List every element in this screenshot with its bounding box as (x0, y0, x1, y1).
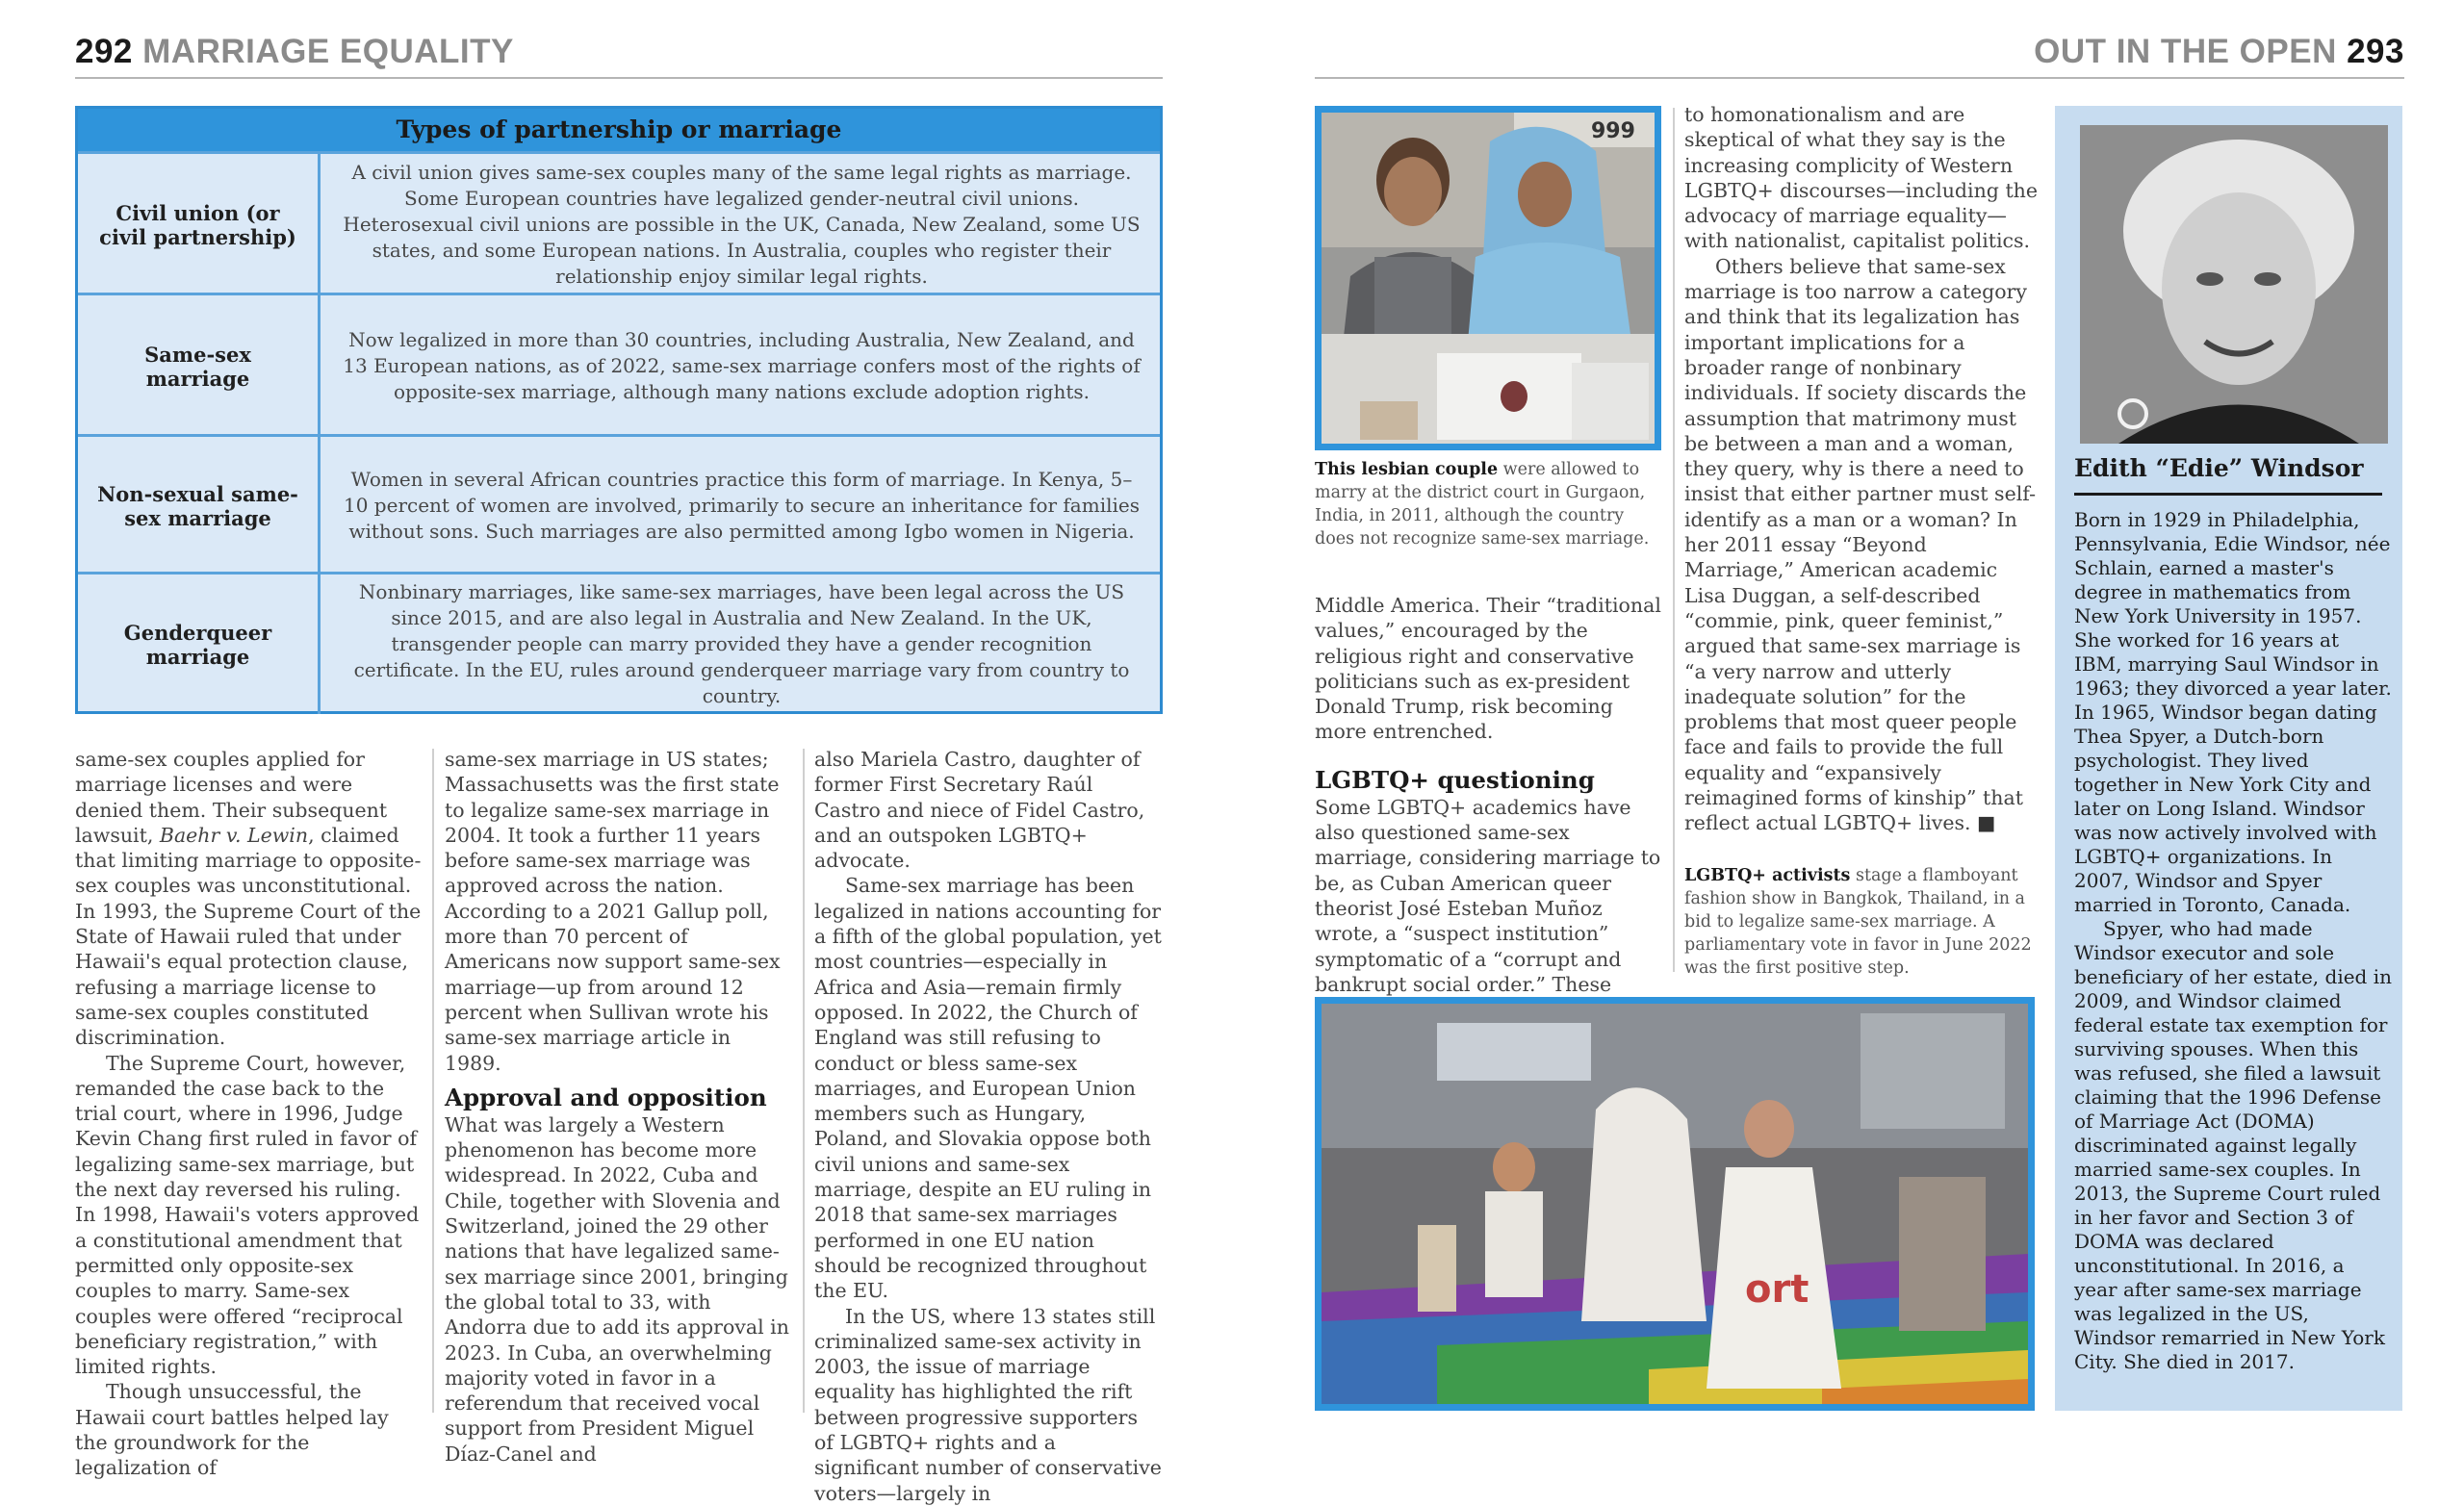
sidebar-bio (2074, 508, 2392, 1374)
body-column-1 (75, 747, 422, 1481)
table-term: Non-sexual same-sex marriage (78, 437, 321, 574)
right-page-header (2034, 33, 2404, 71)
text: , claimed that limiting marriage to opposite-sex couples was unconstitutional. In 1993, the Supreme Court of the State of Hawaii ruled that under Hawaii's equal protection clause, refusing a marriage license to same-sex couples constituted discrimination. (75, 823, 422, 1050)
paragraph: The Supreme Court, however, remanded the case back to the trial court, where in 1996, Judge Kevin Chang first ruled in favor of legalizing same-sex marriage, but the next day reversed his ruling. In 1998, Hawaii's voters approved a constitutional amendment that permitted only opposite-sex couples to marry. Same-sex couples were offered “reciprocal beneficiary registration,” with limited rights. (75, 1051, 420, 1379)
table-title: Types of partnership or marriage (78, 109, 1160, 151)
windsor-portrait (2080, 125, 2388, 444)
text: Others believe that same-sex marriage is too narrow a category and think that its legalization has important implications for a broader range of nonbinary individuals. If society discards the assumption that matrimony must be between a man and a woman, they query, why is there a need to insist that either partner must self-identify as a man or a woman? In her 2011 essay “Beyond Marriage,” American academic Lisa Duggan, a self-described “commie, pink, queer feminist,” argued that same-sex marriage is “a very narrow and utterly inadequate solution” for the problems that most queer people face and fails to provide the full equality and “expansively reimagined forms of kinship” that reflect actual LGBTQ+ lives. (1684, 254, 2037, 835)
paragraph: to homonationalism and are skeptical of what they say is the increasing complicity of Western LGBTQ+ discourses—including the advocacy of marriage equality—with nationalist, capitalist politics. (1684, 103, 2039, 253)
table-definition: Nonbinary marriages, like same-sex marriages, have been legal across the US since 2015, and are also legal in Australia and New Zealand. In the UK, transgender people can marry provided they have a gender recognition certificate. In the EU, rules around genderqueer marriage vary from country to country. (353, 580, 1130, 707)
end-mark: ■ (1977, 811, 1996, 835)
paragraph: Born in 1929 in Philadelphia, Pennsylvania, Edie Windsor, née Schlain, earned a master's degree in mathematics from New York University in 1957. She worked for 16 years at IBM, marrying Saul Windsor in 1963; they divorced a year later. In 1965, Windsor began dating Thea Spyer, a Dutch-born psychologist. They lived together in New York City and later on Long Island. Windsor was now actively involved with LGBTQ+ organizations. In 2007, Windsor and Spyer married in Toronto, Canada. (2074, 508, 2392, 916)
paragraph: same-sex marriage in US states; Massachusetts was the first state to legalize same-sex marriage in 2004. It took a further 11 years before same-sex marriage was approved across the nation. According to a 2021 Gallup poll, more than 70 percent of Americans now support same-sex marriage—up from around 12 percent when Sullivan wrote his same-sex marriage article in 1989. (445, 748, 781, 1075)
table-term: Genderqueer marriage (78, 574, 321, 714)
paragraph: In the US, where 13 states still criminalized same-sex activity in 2003, the issue of marriage equality has highlighted the rift between progressive supporters of LGBTQ+ rights and a significant number of conservative voters—largely in (814, 1304, 1162, 1505)
section-heading: Approval and opposition (445, 1083, 767, 1111)
sidebar-name-rule (2074, 493, 2382, 496)
caption-lead: LGBTQ+ activists (1684, 866, 1851, 885)
left-header-rule (75, 77, 1163, 79)
table-definition: Women in several African countries practice this form of marriage. In Kenya, 5–10 percent of women are involved, primarily to secure an inheritance for families without sons. Such marriages are also permitted among Igbo women in Nigeria. (344, 468, 1140, 543)
caption-lead: This lesbian couple (1315, 460, 1499, 479)
paragraph (1684, 254, 2040, 836)
activists-photo-caption (1684, 864, 2040, 980)
paragraph (75, 747, 422, 1051)
left-page-number: 292 (75, 33, 133, 70)
fashion-show-illustration (1322, 1004, 2028, 1404)
table-row (78, 572, 1160, 714)
paragraph: Middle America. Their “traditional values,” encouraged by the religious right and conservative politicians such as ex-president Donald Trump, risk becoming more entrenched. (1315, 594, 1661, 744)
right-page-number: 293 (2347, 33, 2404, 70)
column-divider (432, 749, 434, 1413)
paragraph: Some LGBTQ+ academics have also questioned same-sex marriage, considering marriage to be, as Cuban American queer theorist José Esteban Muñoz wrote, a “suspect institution” symptomatic of a “corrupt and bankrupt social order.” These (1315, 795, 1661, 996)
paragraph: Though unsuccessful, the Hawaii court battles helped lay the groundwork for the legalization of (75, 1380, 389, 1480)
table-row (78, 434, 1160, 574)
column-divider (803, 749, 805, 1413)
couple-photo (1315, 106, 1661, 450)
activists-photo (1315, 997, 2035, 1411)
portrait-illustration (2080, 125, 2388, 444)
table-row (78, 151, 1160, 295)
right-page-title: OUT IN THE OPEN (2034, 33, 2337, 70)
sign-text: 999 (1591, 119, 1635, 143)
caption-text: were allowed to marry at the district court in Gurgaon, India, in 2011, although the country does not recognize same-sex marriage. (1315, 460, 1650, 549)
paragraph: What was largely a Western phenomenon has become more widespread. In 2022, Cuba and Chile, together with Slovenia and Switzerland, joined the 29 other nations that have legalized same-sex marriage since 2001, bringing the global total to 33, with Andorra due to add its approval in 2023. In Cuba, an overwhelming majority voted in favor in a referendum that received vocal support from President Miguel Díaz-Canel and (445, 1112, 789, 1466)
text: same-sex couples applied for marriage licenses and were denied them. Their subsequent lawsuit, (75, 748, 388, 847)
case-name: Baehr v. Lewin (159, 823, 309, 847)
body-column-4 (1315, 593, 1663, 1022)
couple-photo-caption (1315, 458, 1661, 550)
body-column-2 (445, 747, 791, 1467)
table-definition: Now legalized in more than 30 countries, including Australia, New Zealand, and 13 European nations, as of 2022, same-sex marriage confers most of the rights of opposite-sex marriage, although many nations exclude adoption rights. (343, 328, 1141, 403)
table-term: Civil union (or civil partnership) (78, 154, 321, 295)
paragraph: Same-sex marriage has been legalized in nations accounting for a fifth of the global population, yet most countries—especially in Africa and Asia—remain firmly opposed. In 2022, the Church of England was still refusing to conduct or bless same-sex marriages, and European Union members such as Hungary, Poland, and Slovakia oppose both civil unions and same-sex marriage, despite an EU ruling in 2018 that same-sex marriages performed in one EU nation should be recognized throughout the EU. (814, 874, 1162, 1303)
right-header-rule (1315, 77, 2404, 79)
column-divider (1673, 108, 1675, 972)
table-row (78, 293, 1160, 437)
table-definition: A civil union gives same-sex couples many of the same legal rights as marriage. Some European countries have legalized gender-neutral civil unions. Heterosexual civil unions are possible in the UK, Canada, New Zealand, some US states, and some European nations. In Australia, couples who register their relationship enjoy similar legal rights. (343, 161, 1141, 288)
partnership-types-table (75, 106, 1163, 714)
left-page-header (75, 33, 514, 71)
couple-illustration (1322, 113, 1655, 444)
body-column-5 (1684, 102, 2040, 836)
table-term: Same-sex marriage (78, 295, 321, 437)
body-column-3 (814, 747, 1163, 1506)
windsor-sidebar (2055, 106, 2402, 1411)
caption-text: stage a flamboyant fashion show in Bangkok, Thailand, in a bid to legalize same-sex marriage. A parliamentary vote in favor in June 2022 was the first positive step. (1684, 866, 2032, 978)
paragraph: Spyer, who had made Windsor executor and sole beneficiary of her estate, died in 2009, and Windsor claimed federal estate tax exemption for surviving spouses. When this was refused, she filed a lawsuit claiming that the 1996 Defense of Marriage Act (DOMA) discriminated against legally married same-sex couples. In 2013, the Supreme Court ruled in her favor and Section 3 of DOMA was declared unconstitutional. In 2016, a year after same-sex marriage was legalized in the US, Windsor remarried in New York City. She died in 2017. (2074, 917, 2392, 1373)
left-page-title: MARRIAGE EQUALITY (142, 33, 514, 70)
section-heading: LGBTQ+ questioning (1315, 765, 1595, 794)
paragraph: also Mariela Castro, daughter of former First Secretary Raúl Castro and niece of Fidel Castro, and an outspoken LGBTQ+ advocate. (814, 748, 1145, 873)
sidebar-name: Edith “Edie” Windsor (2074, 454, 2364, 482)
sign-text: ort (1745, 1267, 1810, 1312)
